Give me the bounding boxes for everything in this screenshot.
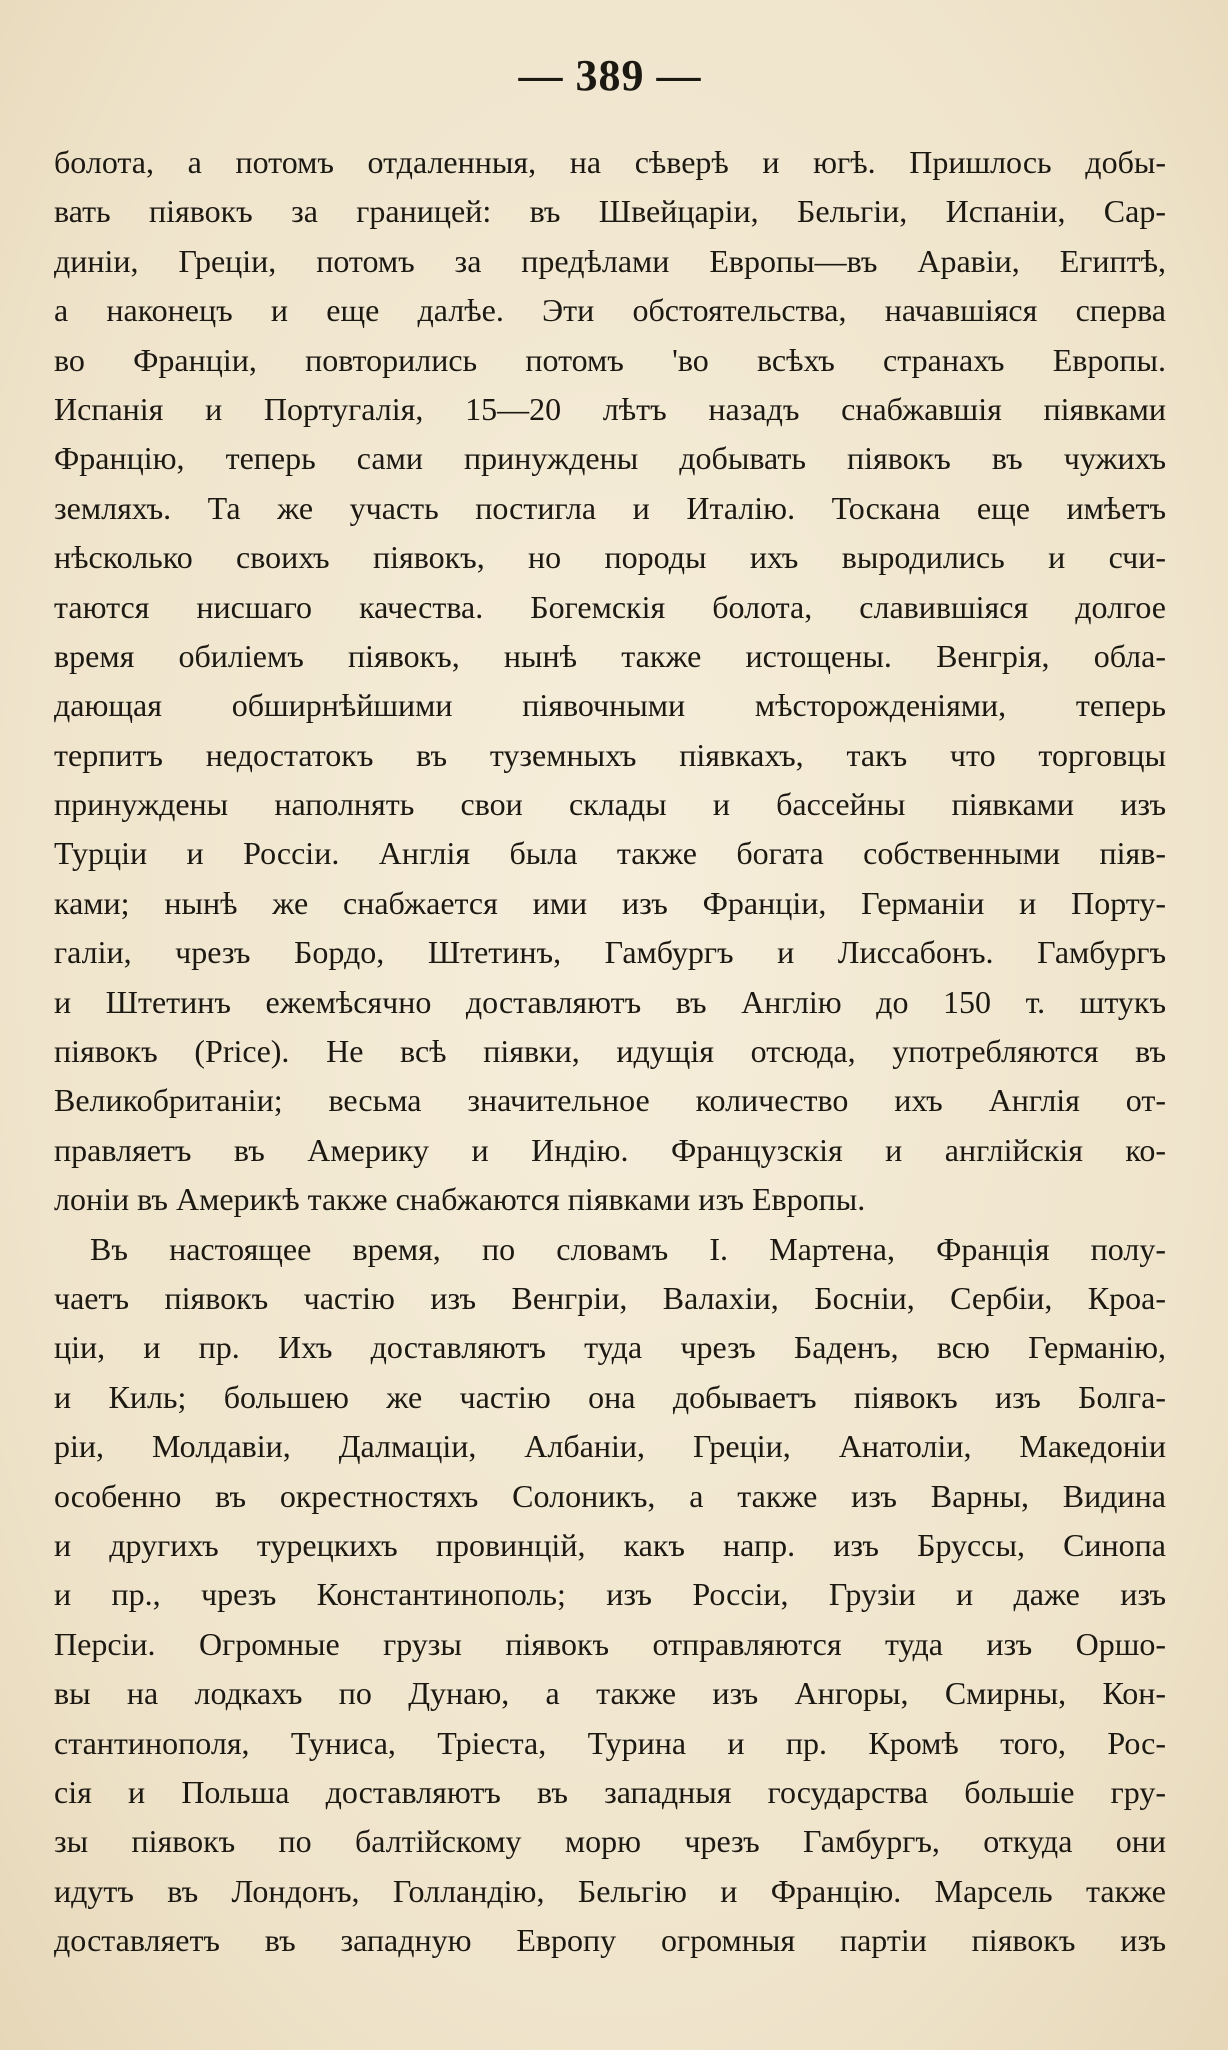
text-line: нѣсколько своихъ піявокъ, но породы ихъ выродились и счи- [54, 539, 1166, 576]
text-line: во Франціи, повторились потомъ 'во всѣхъ странахъ Европы. [54, 341, 1166, 378]
text-line: Персіи. Огромные грузы піявокъ отправляются туда изъ Оршо- [54, 1625, 1166, 1662]
text-line: и другихъ турецкихъ провинцій, какъ напр. изъ Бруссы, Синопа [54, 1526, 1166, 1563]
text-line: особенно въ окрестностяхъ Солоникъ, а также изъ Варны, Видина [54, 1477, 1166, 1514]
text-line: и пр., чрезъ Константинополь; изъ Россіи, Грузіи и даже изъ [54, 1576, 1166, 1613]
text-line: чаетъ піявокъ частію изъ Венгріи, Валахіи, Босніи, Сербіи, Кроа- [54, 1279, 1166, 1316]
text-line: Турціи и Россіи. Англія была также богата собственными піяв- [54, 835, 1166, 872]
text-line: Францію, теперь сами принуждены добывать піявокъ въ чужихъ [54, 440, 1166, 477]
body-text [54, 138, 1166, 1965]
text-line: дающая обширнѣйшими піявочными мѣсторожденіями, теперь [54, 687, 1166, 724]
text-line: ками; нынѣ же снабжается ими изъ Франціи, Германіи и Порту- [54, 884, 1166, 921]
text-line: болота, а потомъ отдаленныя, на сѣверѣ и югѣ. Пришлось добы- [54, 144, 1166, 180]
text-line: земляхъ. Та же участь постигла и Италію. Тоскана еще имѣетъ [54, 489, 1166, 526]
text-line: ріи, Молдавіи, Далмаціи, Албаніи, Греціи, Анатоліи, Македоніи [54, 1428, 1166, 1465]
text-line: вать піявокъ за границей: въ Швейцаріи, Бельгіи, Испаніи, Сар- [54, 193, 1166, 230]
text-line: и Киль; большею же частію она добываетъ піявокъ изъ Болга- [54, 1378, 1166, 1415]
text-line: и Штетинъ ежемѣсячно доставляютъ въ Англію до 150 т. штукъ [54, 983, 1166, 1020]
text-line: таются нисшаго качества. Богемскія болота, славившіяся долгое [54, 588, 1166, 625]
text-line: ціи, и пр. Ихъ доставляютъ туда чрезъ Баденъ, всю Германію, [54, 1329, 1166, 1366]
text-line: галіи, чрезъ Бордо, Штетинъ, Гамбургъ и Лиссабонъ. Гамбургъ [54, 934, 1166, 971]
text-line: доставляетъ въ западную Европу огромныя партіи піявокъ изъ [54, 1922, 1166, 1959]
text-line: а наконецъ и еще далѣе. Эти обстоятельства, начавшіяся сперва [54, 292, 1166, 329]
text-line: идутъ въ Лондонъ, Голландію, Бельгію и Францію. Марсель также [54, 1872, 1166, 1909]
text-line: Испанія и Португалія, 15—20 лѣтъ назадъ снабжавшія піявками [54, 390, 1166, 427]
page-number: — 389 — [518, 51, 702, 100]
text-line: стантинополя, Туниса, Тріеста, Турина и пр. Кромѣ того, Рос- [54, 1724, 1166, 1761]
text-line: сія и Польша доставляютъ въ западныя государства большіе гру- [54, 1773, 1166, 1810]
text-line: время обиліемъ піявокъ, нынѣ также истощены. Венгрія, обла- [54, 637, 1166, 674]
text-line: Великобританіи; весьма значительное количество ихъ Англія от- [54, 1082, 1166, 1119]
text-line: вы на лодкахъ по Дунаю, а также изъ Ангоры, Смирны, Кон- [54, 1675, 1166, 1712]
text-line-paragraph-end: лоніи въ Америкѣ также снабжаются піявками изъ Европы. [54, 1181, 866, 1218]
text-line: піявокъ (Price). Не всѣ піявки, идущія отсюда, употребляются въ [54, 1033, 1166, 1070]
text-line-paragraph-start: Въ настоящее время, по словамъ І. Мартена, Франція полу- [90, 1230, 1166, 1267]
text-line: диніи, Греціи, потомъ за предѣлами Европы—въ Аравіи, Египтѣ, [54, 242, 1166, 279]
text-line: зы піявокъ по балтійскому морю чрезъ Гамбургъ, откуда они [54, 1823, 1166, 1860]
text-line: принуждены наполнять свои склады и бассейны піявками изъ [54, 786, 1166, 823]
text-line: правляетъ въ Америку и Индію. Французскія и англійскія ко- [54, 1131, 1166, 1168]
text-line: терпитъ недостатокъ въ туземныхъ піявкахъ, такъ что торговцы [54, 736, 1166, 773]
